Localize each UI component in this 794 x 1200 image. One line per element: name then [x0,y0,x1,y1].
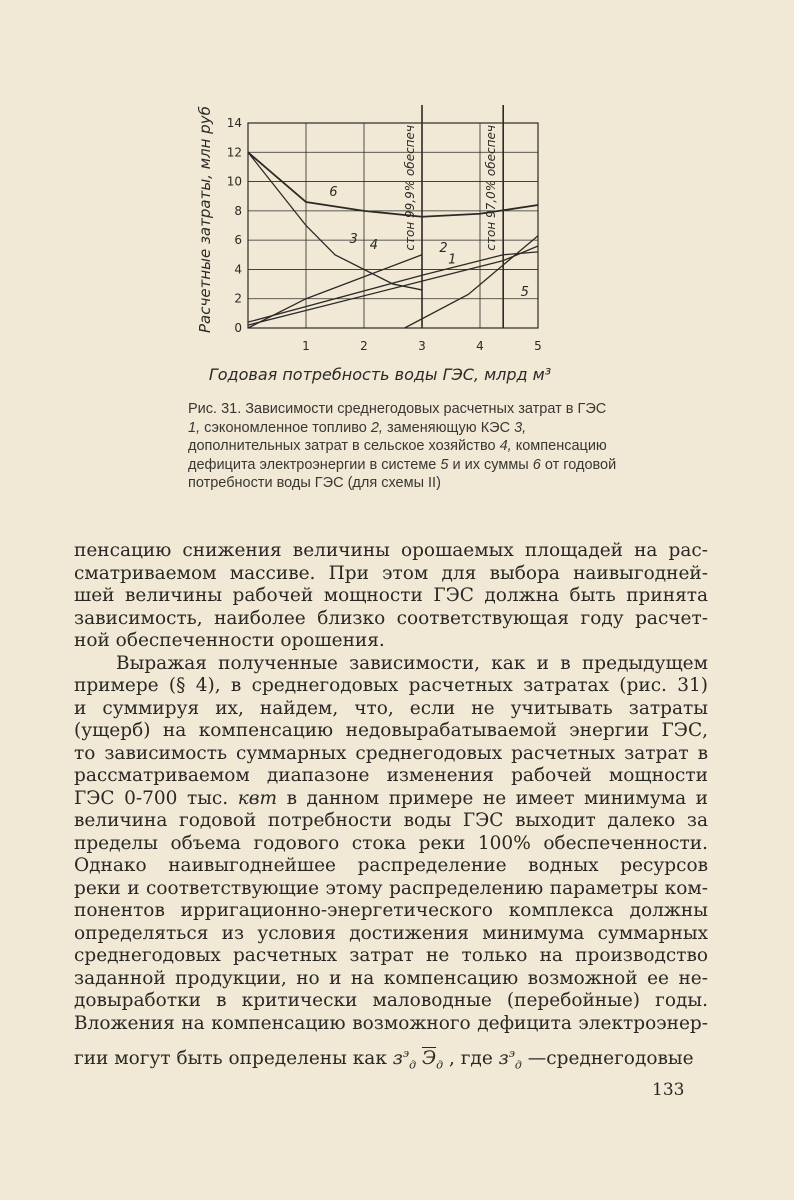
text-line: и суммируя их, найдем, что, если не учитывать затраты [74,697,708,719]
y-tick-label: 6 [234,233,242,248]
text-line: Однако наивыгоднейшее распределение водных ресурсов [74,855,708,876]
text-line: Вложения на компенсацию возможного дефицита электроэнер- [74,1012,708,1034]
text-line: довыработки в критически маловодные (перебойные) годы. [74,990,708,1011]
curve-label-1: 1 [448,252,457,268]
chart-labels [196,106,551,384]
x-tick-label: 3 [418,339,426,353]
y-tick-label: 2 [234,291,242,306]
formula-z-e-d: $з^э_д$ $Э_д$ [392,1047,444,1072]
x-tick-label: 5 [534,339,542,353]
curve-label-6: 6 [329,185,338,201]
figure-31-chart [180,98,570,388]
text-line: среднегодовых расчетных затрат не только на производство [74,945,708,966]
text-line: определяться из условия достижения минимума суммарных [74,922,708,944]
text-line: ной обеспеченности орошения. [74,630,385,651]
series-line-4 [248,255,422,328]
text-line: примере (§ 4), в среднегодовых расчетных затратах (рис. 31) [74,675,708,696]
y-tick-label: 0 [234,321,242,335]
y-tick-label: 10 [226,174,242,189]
series-line-5 [405,236,538,328]
text-line: рассматриваемом диапазоне изменения рабочей мощности [74,765,708,786]
text-line: Выражая полученные зависимости, как и в предыдущем [116,652,708,674]
text-line-formula: гии могут быть определены как $з^э_д$ $Э_д$ , где $з^э_д$ —среднегодовые [74,1047,694,1072]
caption-fig-number: Рис. 31. [188,401,242,417]
text-line: зависимость, наиболее близко соответствующая году расчет- [74,607,708,629]
y-tick-label: 8 [234,203,242,218]
series-line-2 [248,246,538,325]
text-line: заданной продукции, но и на компенсацию возможной ее не- [74,967,708,989]
curve-label-3: 3 [349,232,358,248]
curve-label-4: 4 [369,237,379,253]
text-line: сматриваемом массиве. При этом для выбора наивыгодней- [74,562,708,584]
x-axis-title: Годовая потребность воды ГЭС, млрд м³ [208,365,552,384]
text-line: понентов ирригационно-энергетического комплекса должны [74,900,708,921]
text-line: величина годовой потребности воды ГЭС выходит далеко за [74,810,708,831]
y-axis-title: Расчетные затраты, млн руб [196,106,214,333]
text-line: (ущерб) на компенсацию недовырабатываемой энергии ГЭС, [74,720,708,741]
curve-label-2: 2 [439,240,448,256]
text-line: то зависимость суммарных среднегодовых расчетных затрат в [74,742,708,764]
x-tick-label: 2 [360,339,368,353]
figure-caption: Рис. 31. Зависимости среднегодовых расчетных затрат в ГЭС 1, сэкономленное топливо 2, заменяющую КЭС 3, дополнительных затрат в сельское хозяйство 4, компенсацию дефицита электроэнергии в системе 5 и их суммы 6 от годовой потребности воды ГЭС (для схемы II) [188,401,617,491]
curve-label-5: 5 [520,284,529,300]
text-line: пределы объема годового стока реки 100% обеспеченности. [74,832,708,854]
text-line: шей величины рабочей мощности ГЭС должна быть принята [74,585,708,606]
text-line: пенсацию снижения величины орошаемых площадей на рас- [74,540,708,561]
stop-label: стон 97,0% обеспеч [484,125,499,251]
text-line: ГЭС 0-700 тыс. квт в данном примере не имеет минимума и [74,787,708,809]
text-line: реки и соответствующие этому распределению параметры ком- [74,877,708,899]
unit-kvt: квт [237,787,278,809]
y-tick-label: 14 [226,116,242,130]
formula-z-e-d-2: $з^э_д$ [498,1047,522,1072]
body-text [74,540,708,1077]
y-tick-label: 12 [226,145,242,160]
page-number: 133 [652,1080,685,1100]
x-tick-label: 4 [476,339,484,353]
x-tick-label: 1 [302,339,310,353]
stop-label: стон 99,9% обеспеч [403,125,417,251]
y-tick-label: 4 [234,262,242,277]
